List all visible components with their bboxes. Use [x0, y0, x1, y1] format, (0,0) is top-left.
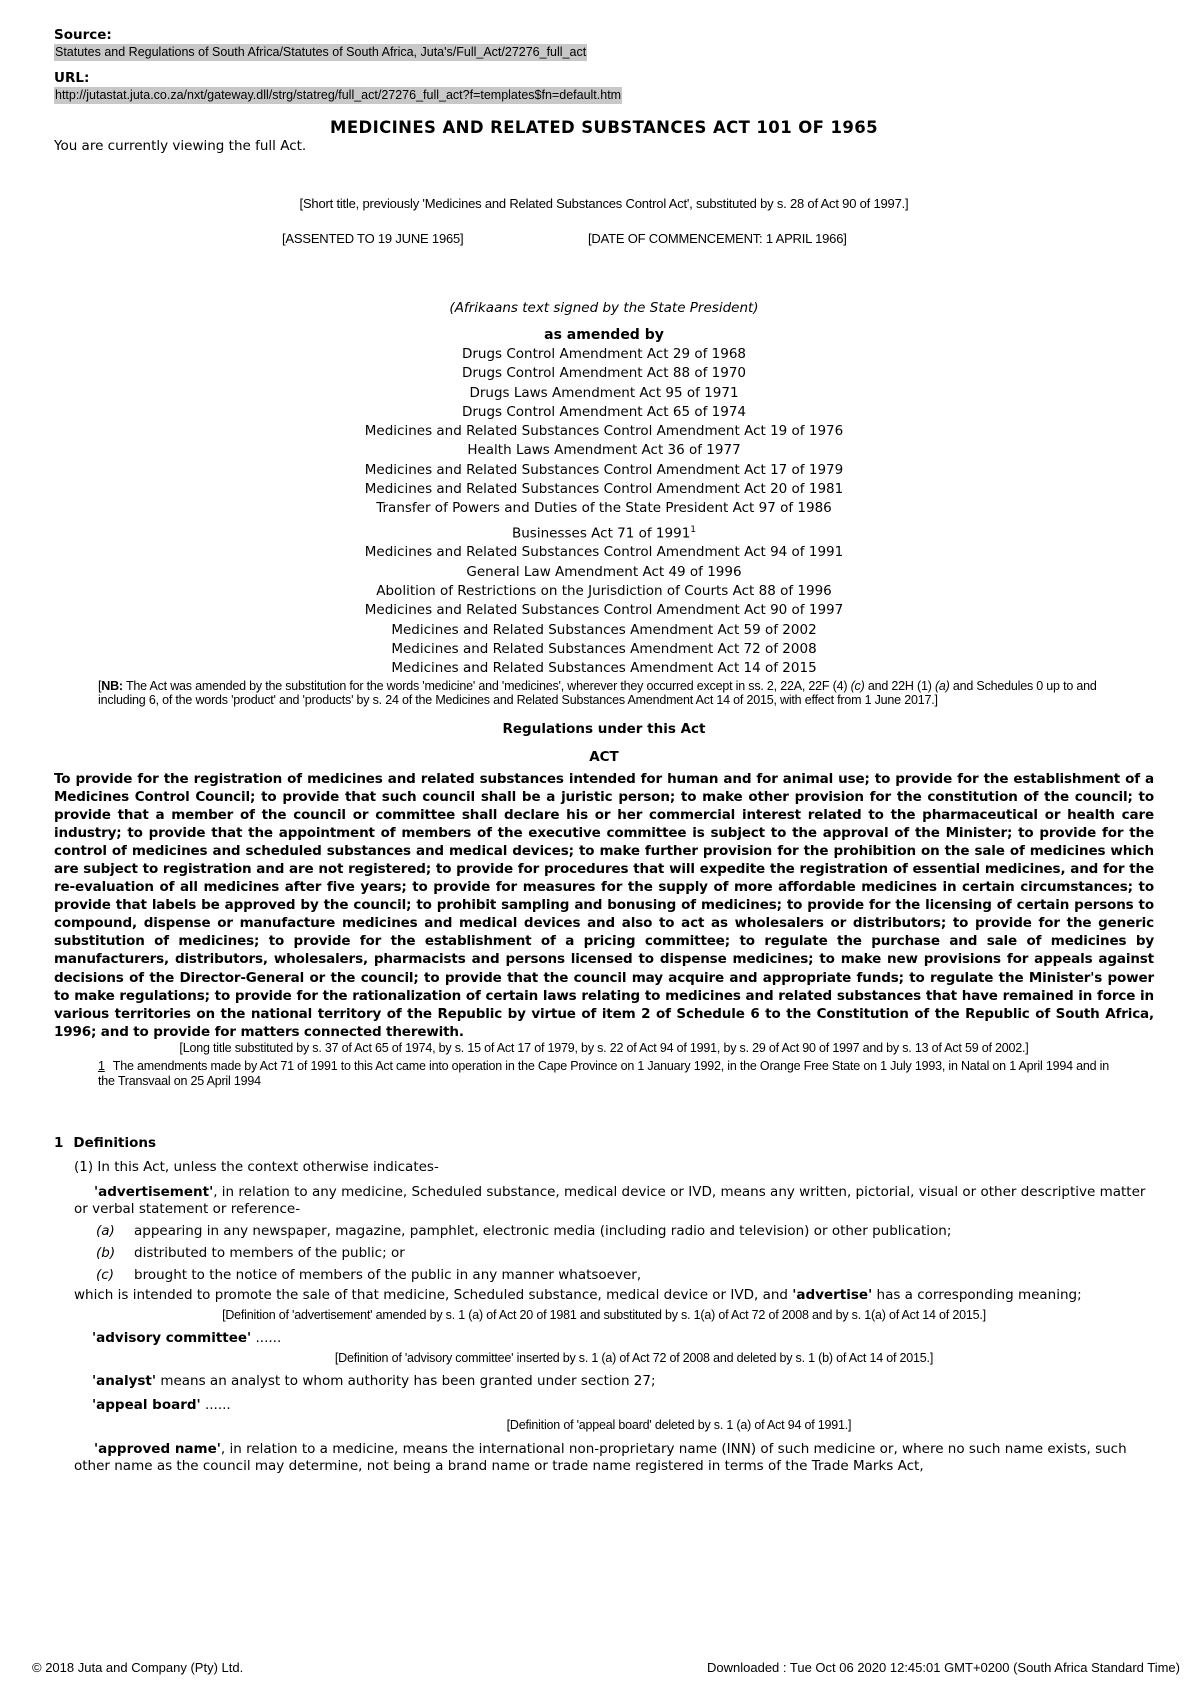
- act-heading: ACT: [589, 748, 619, 765]
- footnote-number[interactable]: 1: [98, 1059, 105, 1074]
- definition-analyst: 'analyst' means an analyst to whom authority has been granted under section 27;: [92, 1373, 656, 1390]
- regulations-link[interactable]: Regulations under this Act: [502, 720, 706, 737]
- amendment-note: [Definition of 'advisory committee' inserted by s. 1 (a) of Act 72 of 2008 and deleted by s. 1 (b) of Act 14 of 2015.]: [334, 1351, 934, 1366]
- copyright: © 2018 Juta and Company (Pty) Ltd.: [32, 1660, 244, 1675]
- amendment-note: [Definition of 'advertisement' amended by s. 1 (a) of Act 20 of 1981 and substituted by s. 1(a) of Act 72 of 2008 and by s. 1(a) of Act 14 of 2015.]: [222, 1308, 986, 1323]
- amendment-item: Medicines and Related Substances Control Amendment Act 19 of 1976: [364, 423, 844, 440]
- amended-by-label: as amended by: [544, 327, 664, 343]
- section-intro: (1) In this Act, unless the context otherwise indicates-: [74, 1159, 439, 1176]
- download-timestamp: Downloaded : Tue Oct 06 2020 12:45:01 GMT+0200 (South Africa Standard Time): [707, 1660, 1180, 1675]
- long-title: To provide for the registration of medicines and related substances intended for human and for animal use; to provide for the establishment of a Medicines Control Council; to provide that such council shall be a juristic person; to make other provision for the constitution of the council; to provide that a member of the council or committee shall declare his or her commercial interest related to the pharmaceutical or health care industry; to provide that the appointment of members of the executive committee is subject to the approval of the Minister; to provide for the control of medicines and scheduled substances and medical devices; to make further provision for the prohibition on the sale of medicines which are subject to registration and are not registered; to provide for procedures that will expedite the registration of essential medicines, and for the re-evaluation of all medicines after five years; to provide for measures for the supply of more affordable medicines in certain circumstances; to provide that labels be approved by the council; to prohibit sampling and bonusing of medicines; to provide for the licensing of certain persons to compound, dispense or manufacture medicines and medical devices and also to act as wholesalers or distributors; to provide for the generic substitution of medicines; to provide for the establishment of a pricing committee; to regulate the purchase and sale of medicines by manufacturers, distributors, wholesalers, pharmacists and persons licensed to dispense medicines; to make new provisions for appeals against decisions of the Director-General or the council; to provide that the council may acquire and appropriate funds; to regulate the Minister's power to make regulations; to provide for the rationalization of certain laws relating to medicines and related substances that have remained in force in various territories on the national territory of the Republic by virtue of item 2 of Schedule 6 to the Constitution of the Republic of South Africa, 1996; and to provide for matters connected therewith.: [54, 770, 1154, 1040]
- section-heading: 1 Definitions: [54, 1135, 157, 1152]
- list-item: (a) appearing in any newspaper, magazine, pamphlet, electronic media (including radio and television) or other publication;: [96, 1223, 952, 1240]
- definition-advertisement: 'advertisement', in relation to any medicine, Scheduled substance, medical device or IVD, means any written, pictorial, visual or other descriptive matter or verbal statement or reference-: [74, 1184, 1146, 1218]
- dates-row: [54, 231, 1154, 251]
- assented-date: [ASSENTED TO 19 JUNE 1965]: [282, 231, 464, 246]
- commencement-date: [DATE OF COMMENCEMENT: 1 APRIL 1966]: [588, 231, 847, 246]
- amendment-item: Medicines and Related Substances Control Amendment Act 94 of 1991: [364, 544, 844, 561]
- footnote-link[interactable]: 1: [690, 524, 697, 535]
- url-label: URL:: [54, 70, 90, 86]
- amendment-item: Transfer of Powers and Duties of the State President Act 97 of 1986: [376, 500, 832, 517]
- amendment-item: Medicines and Related Substances Control Amendment Act 90 of 1997: [364, 602, 844, 619]
- amendment-item: Medicines and Related Substances Amendment Act 14 of 2015: [391, 660, 817, 677]
- definition-appeal-board: 'appeal board' ......: [92, 1397, 231, 1414]
- list-item: (b) distributed to members of the public; or: [96, 1245, 405, 1262]
- url-link[interactable]: http://jutastat.juta.co.za/nxt/gateway.dll/strg/statreg/full_act/27276_full_act?f=templates$fn=default.htm: [55, 88, 622, 102]
- amendment-item: Businesses Act 71 of 1991$^1$: [511, 524, 697, 542]
- amendments-list: [54, 345, 1154, 679]
- nb-note: [NB: The Act was amended by the substitution for the words 'medicine' and 'medicines', wherever they occurred except in ss. 2, 22A, 22F (4) (c) and 22H (1) (a) and Schedules 0 up to and including 6, of the words 'product' and 'products' by s. 24 of the Medicines and Related Substances Amendment Act 14 of 2015, with effect from 1 June 2017.]: [98, 678, 1097, 708]
- amendment-item: Medicines and Related Substances Control Amendment Act 20 of 1981: [364, 481, 844, 498]
- short-title-note: [Short title, previously 'Medicines and Related Substances Control Act', substituted by s. 28 of Act 90 of 1997.]: [299, 196, 909, 211]
- document-page: [54, 26, 1154, 1475]
- amendment-item: Medicines and Related Substances Amendment Act 59 of 2002: [391, 621, 817, 638]
- amendment-item: Medicines and Related Substances Control Amendment Act 17 of 1979: [364, 461, 844, 478]
- viewing-note: You are currently viewing the full Act.: [54, 138, 307, 154]
- definition-advisory-committee: 'advisory committee' ......: [92, 1330, 282, 1347]
- amendment-item: Drugs Control Amendment Act 65 of 1974: [461, 403, 747, 420]
- amendment-item: General Law Amendment Act 49 of 1996: [466, 563, 742, 580]
- footnote: 1 The amendments made by Act 71 of 1991 to this Act came into operation in the Cape Province on 1 January 1992, in the Orange Free State on 1 July 1993, in Natal on 1 April 1994 and in the Transvaal on 25 April 1994: [98, 1059, 1109, 1088]
- source-label: Source:: [54, 27, 112, 43]
- amendment-item: Drugs Control Amendment Act 88 of 1970: [461, 365, 747, 382]
- long-title-note: [Long title substituted by s. 37 of Act 65 of 1974, by s. 15 of Act 17 of 1979, by s. 22 of Act 94 of 1991, by s. 29 of Act 90 of 1997 and by s. 13 of Act 59 of 2002.]: [179, 1040, 1029, 1055]
- list-item: (c) brought to the notice of members of the public in any manner whatsoever,: [96, 1267, 642, 1284]
- definition-approved-name: 'approved name', in relation to a medicine, means the international non-proprietary name (INN) of such medicine or, where no such name exists, such other name as the council may determine, not being a brand name or trade name registered in terms of the Trade Marks Act,: [74, 1441, 1127, 1475]
- afrikaans-note: (Afrikaans text signed by the State President): [449, 300, 759, 316]
- definition-tail: which is intended to promote the sale of that medicine, Scheduled substance, medical device or IVD, and 'advertise' has a corresponding meaning;: [74, 1287, 1082, 1304]
- act-title: MEDICINES AND RELATED SUBSTANCES ACT 101 OF 1965: [330, 118, 878, 137]
- amendment-item: Drugs Control Amendment Act 29 of 1968: [461, 346, 747, 362]
- amendment-item: Abolition of Restrictions on the Jurisdiction of Courts Act 88 of 1996: [376, 583, 832, 600]
- amendment-item: Drugs Laws Amendment Act 95 of 1971: [469, 384, 739, 401]
- amendment-item: Health Laws Amendment Act 36 of 1977: [467, 442, 741, 459]
- amendment-note: [Definition of 'appeal board' deleted by s. 1 (a) of Act 94 of 1991.]: [506, 1418, 852, 1433]
- source-value[interactable]: Statutes and Regulations of South Africa/Statutes of South Africa, Juta's/Full_Act/27276_full_act: [55, 45, 587, 59]
- amendment-item: Medicines and Related Substances Amendment Act 72 of 2008: [391, 640, 817, 657]
